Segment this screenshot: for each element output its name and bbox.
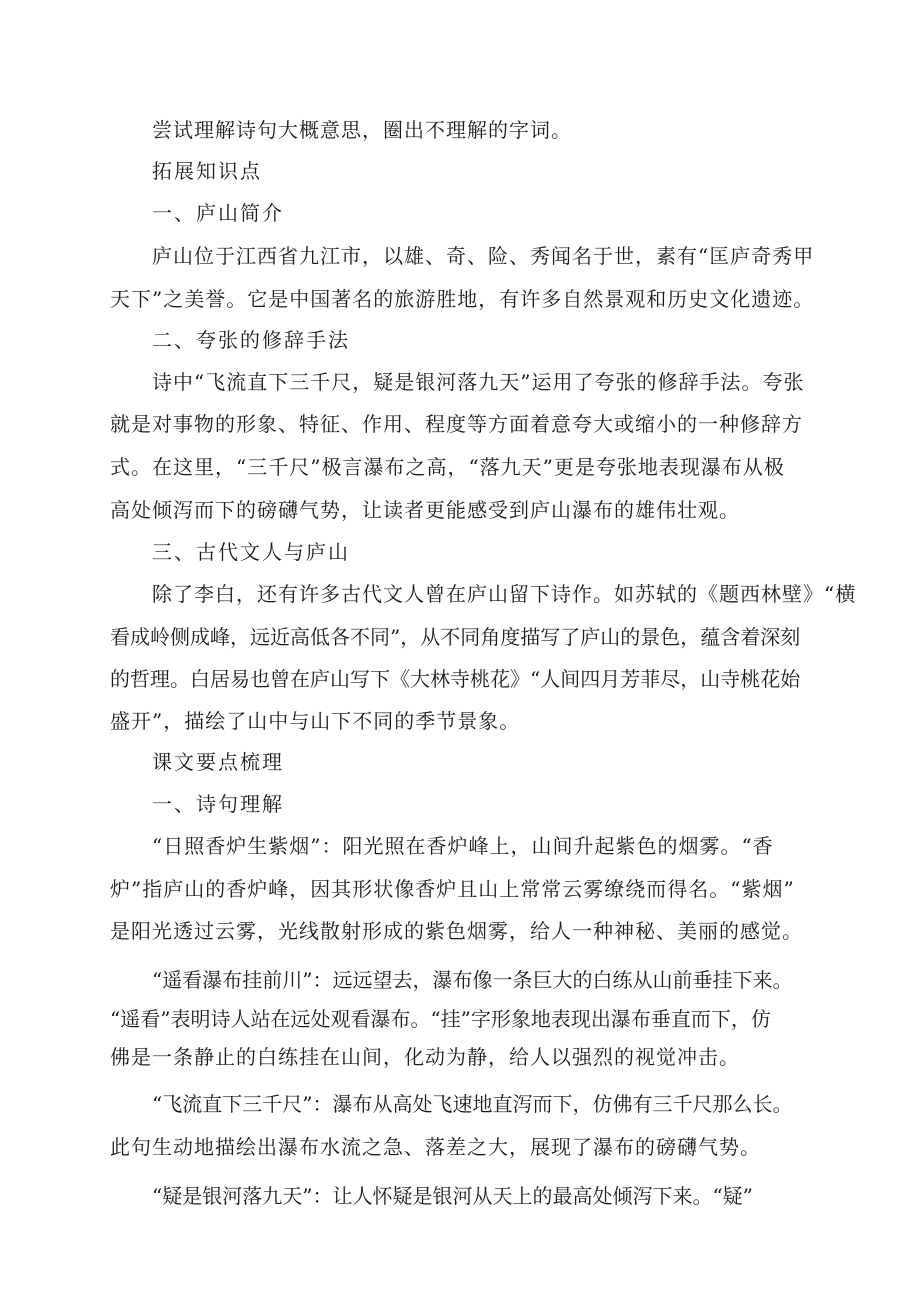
section2-line: 高处倾泻而下的磅礴气势，让读者更能感受到庐山瀑布的雄伟壮观。 [110,498,740,522]
part1-paragraph3-line: “飞流直下三千尺”：瀑布从高处飞速地直泻而下，仿佛有三千尺那么长。 [152,1092,793,1116]
section2-line: 就是对事物的形象、特征、作用、程度等方面着意夸大或缩小的一种修辞方 [110,412,803,436]
part1-paragraph2-line: 佛是一条静止的白练挂在山间，化动为静，给人以强烈的视觉冲击。 [110,1045,740,1069]
section1-line: 天下”之美誉。它是中国著名的旅游胜地，有许多自然景观和历史文化遗迹。 [110,287,815,311]
part1-title: 一、诗句理解 [152,792,284,816]
section3-line: 除了李白，还有许多古代文人曾在庐山留下诗作。如苏轼的《题西林壁》“横 [152,582,857,606]
part1-paragraph3-line: 此句生动地描绘出瀑布水流之急、落差之大，展现了瀑布的磅礴气势。 [110,1135,761,1159]
section3-line: 的哲理。白居易也曾在庐山写下《大林寺桃花》“人间四月芳菲尽，山寺桃花始 [110,667,801,691]
section1-line: 庐山位于江西省九江市，以雄、奇、险、秀闻名于世，素有“匡庐奇秀甲 [152,244,815,268]
section3-line: 看成岭侧成峰，远近高低各不同”，从不同角度描写了庐山的景色，蕴含着深刻 [110,625,801,649]
section2-line: 式。在这里，“三千尺”极言瀑布之高，“落九天”更是夸张地表现瀑布从极 [110,455,785,479]
section2-line: 诗中“飞流直下三千尺，疑是银河落九天”运用了夸张的修辞手法。夸张 [152,370,805,394]
extension-title: 拓展知识点 [152,159,262,183]
part1-paragraph1-line: 炉”指庐山的香炉峰，因其形状像香炉且山上常常云雾缭绕而得名。“紫烟” [110,877,795,901]
section3-title: 三、古代文人与庐山 [152,540,350,564]
section1-title: 一、庐山简介 [152,201,284,225]
summary-title: 课文要点梳理 [152,750,284,774]
part1-paragraph2-line: “遥看”表明诗人站在远处观看瀑布。“挂”字形象地表现出瀑布垂直而下，仿 [110,1007,771,1031]
section3-line: 盛开”，描绘了山中与山下不同的季节景象。 [110,709,521,733]
intro-text: 尝试理解诗句大概意思，圈出不理解的字词。 [152,118,572,142]
section2-title: 二、夸张的修辞手法 [152,328,350,352]
part1-paragraph1-line: “日照香炉生紫烟”：阳光照在香炉峰上，山间升起紫色的烟雾。“香 [152,834,774,858]
part1-paragraph1-line: 是阳光透过云雾，光线散射形成的紫色烟雾，给人一种神秘、美丽的感觉。 [110,919,803,943]
part1-paragraph4-line: “疑是银河落九天”：让人怀疑是银河从天上的最高处倾泻下来。“疑” [152,1184,753,1208]
part1-paragraph2-line: “遥看瀑布挂前川”：远远望去，瀑布像一条巨大的白练从山前垂挂下来。 [152,968,793,992]
